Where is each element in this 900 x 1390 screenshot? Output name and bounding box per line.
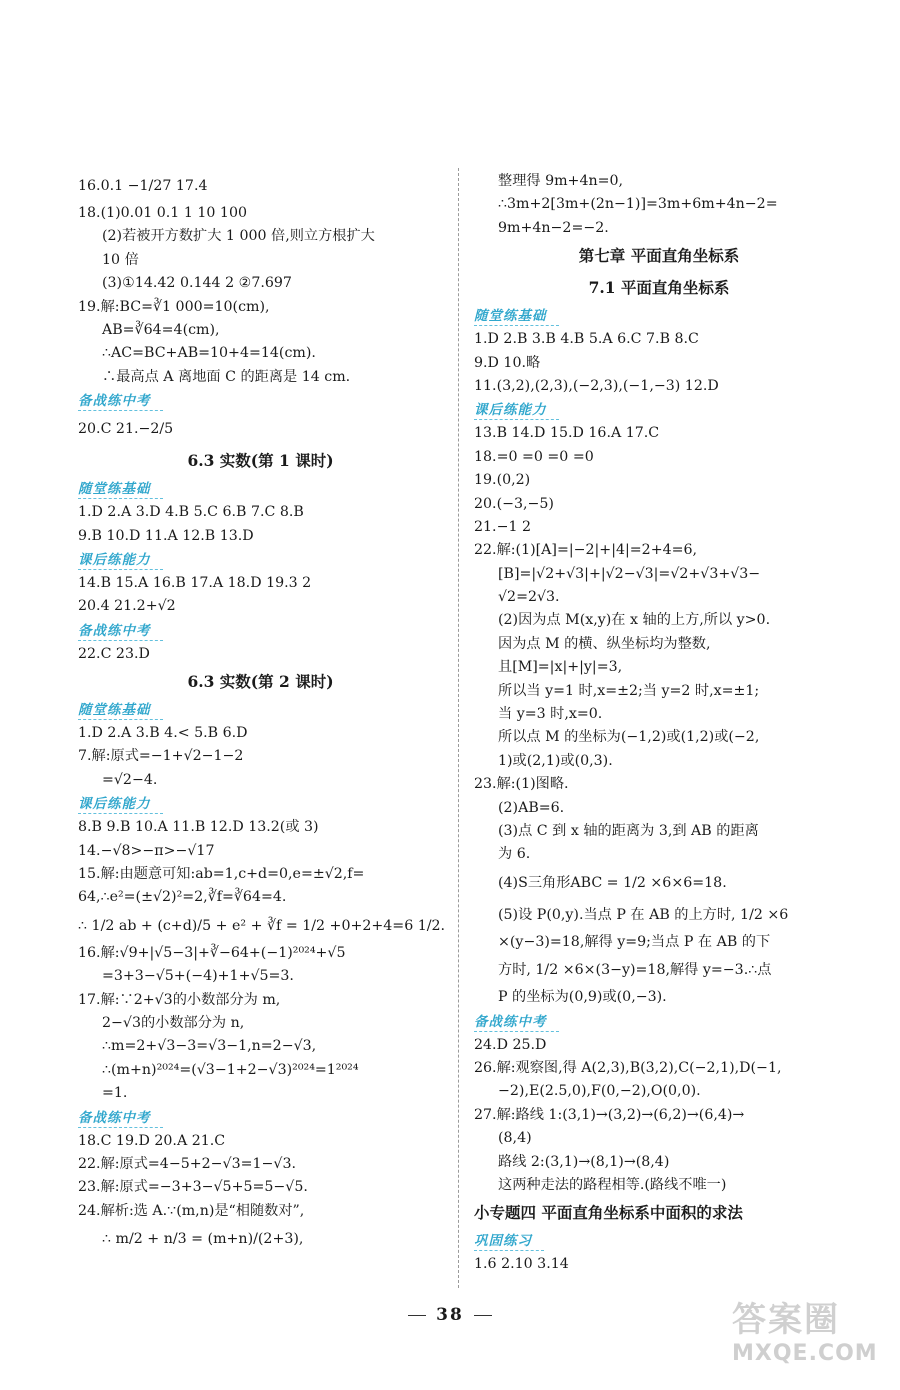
answer-line: 1.D 2.B 3.B 4.B 5.A 6.C 7.B 8.C [474,331,699,348]
answer-line: 整理得 9m+4n=0, [498,173,624,189]
right-column [474,170,844,1277]
section-tag: 随堂练基础 [474,308,559,326]
answer-line: 当 y=3 时,x=0. [498,706,603,723]
section-tag: 备战练中考 [78,393,163,411]
answer-line: 18.C 19.D 20.A 21.C [78,1132,226,1149]
answer-line: 且[M]=|x|+|y|=3, [498,659,623,676]
answer-line: 20.4 21.2+√2 [78,598,176,615]
answer-line: 15.解:由题意可知:ab=1,c+d=0,e=±√2,f= [78,866,365,883]
answer-line: =√2−4. [102,771,158,788]
answer-line: 20.(−3,−5) [474,495,554,512]
answer-line: 因为点 M 的横、纵坐标均为整数, [498,635,711,652]
section-tag: 课后练能力 [78,796,163,814]
answer-line: 23.解:原式=−3+3−√5+5=5−√5. [78,1179,308,1196]
answer-line: (2)AB=6. [498,799,565,816]
answer-line: 10 倍 [102,251,139,268]
answer-line: 18.=0 =0 =0 =0 [474,448,594,465]
answer-line: (4)S三角形ABC = 1/2 ×6×6=18. [498,874,727,891]
answer-line: 16.解:√9+|√5−3|+∛−64+(−1)²⁰²⁴+√5 [78,944,346,961]
watermark-logo: 答案圈 MXQE.COM [732,1300,878,1366]
answer-line: 64,∴e²=(±√2)²=2,∛f=∛64=4. [78,889,287,906]
answer-line: ∴ m/2 + n/3 = (m+n)/(2+3), [102,1231,304,1248]
answer-line: 1.D 2.A 3.D 4.B 5.C 6.B 7.C 8.B [78,504,304,521]
section-tag-line [474,304,844,328]
answer-line: 19.(0,2) [474,472,531,489]
answer-line: P 的坐标为(0,9)或(0,−3). [498,989,667,1006]
answer-line: 11.(3,2),(2,3),(−2,3),(−1,−3) 12.D [474,377,719,394]
answer-line: AB=∛64=4(cm), [102,321,220,338]
page-number: 38 [0,1305,900,1325]
section-tag-line [474,1229,844,1253]
section-tag-line [78,389,443,413]
answer-line: 27.解:路线 1:(3,1)→(3,2)→(6,2)→(6,4)→ [474,1106,745,1123]
section-tag: 随堂练基础 [78,702,163,720]
answer-line: 1.6 2.10 3.14 [474,1256,569,1273]
answer-line: 19.解:BC=∛1 000=10(cm), [78,298,270,315]
section-heading: 6.3 实数(第 2 课时) [187,672,334,692]
answer-line: 2−√3的小数部分为 n, [102,1014,245,1031]
answer-line: 13.B 14.D 15.D 16.A 17.C [474,425,660,442]
answer-line: 1.D 2.A 3.B 4.< 5.B 6.D [78,725,248,742]
answer-line: 22.C 23.D [78,645,150,662]
section-heading: 6.3 实数(第 1 课时) [187,451,334,471]
answer-line: 所以当 y=1 时,x=±2;当 y=2 时,x=±1; [498,682,760,699]
answer-line: −2),E(2.5,0),F(0,−2),O(0,0). [498,1083,701,1100]
answer-line: (3)点 C 到 x 轴的距离为 3,到 AB 的距离 [498,822,759,839]
answer-line: (8,4) [498,1130,532,1147]
answer-line: 这两种走法的路程相等.(路线不唯一) [498,1176,727,1193]
section-tag-line [474,1010,844,1034]
section-tag-line [78,548,443,572]
section-tag: 课后练能力 [474,402,559,420]
answer-line: 路线 2:(3,1)→(8,1)→(8,4) [498,1153,670,1170]
answer-line: 1)或(2,1)或(0,3). [498,752,613,769]
answer-line: 17.解:∵2+√3的小数部分为 m, [78,991,281,1008]
answer-line: √2=2√3. [498,589,560,606]
answer-line: (2)若被开方数扩大 1 000 倍,则立方根扩大 [102,228,375,245]
answer-line: 9m+4n−2=−2. [498,219,609,236]
answer-line: ∴ 1/2 ab + (c+d)/5 + e² + ∛f = 1/2 +0+2+4=6 1/2. [78,917,446,934]
answer-line: 为 6. [498,846,531,863]
section-tag-line [78,792,443,816]
answer-line: 22.解:原式=4−5+2−√3=1−√3. [78,1155,296,1172]
section-tag-line [78,477,443,501]
section-tag: 备战练中考 [474,1014,559,1032]
answer-line: ∴(m+n)²⁰²⁴=(√3−1+2−√3)²⁰²⁴=1²⁰²⁴ [102,1061,359,1078]
answer-line: ∴3m+2[3m+(2n−1)]=3m+6m+4n−2= [498,196,778,213]
section-tag-line [78,1106,443,1130]
answer-line: [B]=|√2+√3|+|√2−√3|=√2+√3+√3− [498,565,761,582]
section-tag: 备战练中考 [78,623,163,641]
answer-line: 所以点 M 的坐标为(−1,2)或(1,2)或(−2, [498,729,760,746]
section-tag: 课后练能力 [78,552,163,570]
section-heading: 第七章 平面直角坐标系 [578,246,740,266]
answer-line: 14.−√8>−π>−√17 [78,842,215,859]
answer-line: =1. [102,1085,128,1102]
section-tag-line [78,698,443,722]
answer-line: 26.解:观察图,得 A(2,3),B(3,2),C(−2,1),D(−1, [474,1059,782,1076]
answer-line: 18.(1)0.01 0.1 1 10 100 [78,205,248,221]
answer-line: ∴最高点 A 离地面 C 的距离是 14 cm. [102,368,351,385]
section-heading: 7.1 平面直角坐标系 [588,278,730,298]
answer-line: ∴AC=BC+AB=10+4=14(cm). [102,345,316,362]
answer-line: 9.D 10.略 [474,354,541,371]
section-tag: 随堂练基础 [78,481,163,499]
answer-line: 14.B 15.A 16.B 17.A 18.D 19.3 2 [78,574,312,591]
left-column [78,170,446,1255]
answer-line: 7.解:原式=−1+√2−1−2 [78,748,244,765]
answer-line: (3)①14.42 0.144 2 ②7.697 [102,275,292,292]
section-tag-line [474,398,844,422]
answer-line: 23.解:(1)图略. [474,776,569,793]
answer-line: (2)因为点 M(x,y)在 x 轴的上方,所以 y>0. [498,612,771,629]
section-tag: 巩固练习 [474,1233,544,1251]
answer-line: =3+3−√5+(−4)+1+√5=3. [102,968,294,985]
answer-line: 16.0.1 −1/27 17.4 [78,178,208,194]
answer-line: 24.解析:选 A.∵(m,n)是“相随数对”, [78,1202,305,1219]
section-tag: 备战练中考 [78,1110,163,1128]
answer-line: 21.−1 2 [474,518,532,535]
answer-line: 22.解:(1)[A]=|−2|+|4|=2+4=6, [474,542,698,559]
answer-line: 20.C 21.−2/5 [78,421,174,438]
answer-line: (5)设 P(0,y).当点 P 在 AB 的上方时, 1/2 ×6 [498,906,789,923]
answer-line: 24.D 25.D [474,1036,547,1053]
section-heading: 小专题四 平面直角坐标系中面积的求法 [474,1203,743,1223]
section-tag-line [78,619,443,643]
answer-line: 8.B 9.B 10.A 11.B 12.D 13.2(或 3) [78,819,319,836]
answer-line: 9.B 10.D 11.A 12.B 13.D [78,527,254,544]
column-divider [458,168,459,1288]
answer-line: 方时, 1/2 ×6×(3−y)=18,解得 y=−3.∴点 [498,962,772,979]
answer-line: ×(y−3)=18,解得 y=9;当点 P 在 AB 的下 [498,933,771,950]
answer-line: ∴m=2+√3−3=√3−1,n=2−√3, [102,1038,317,1055]
